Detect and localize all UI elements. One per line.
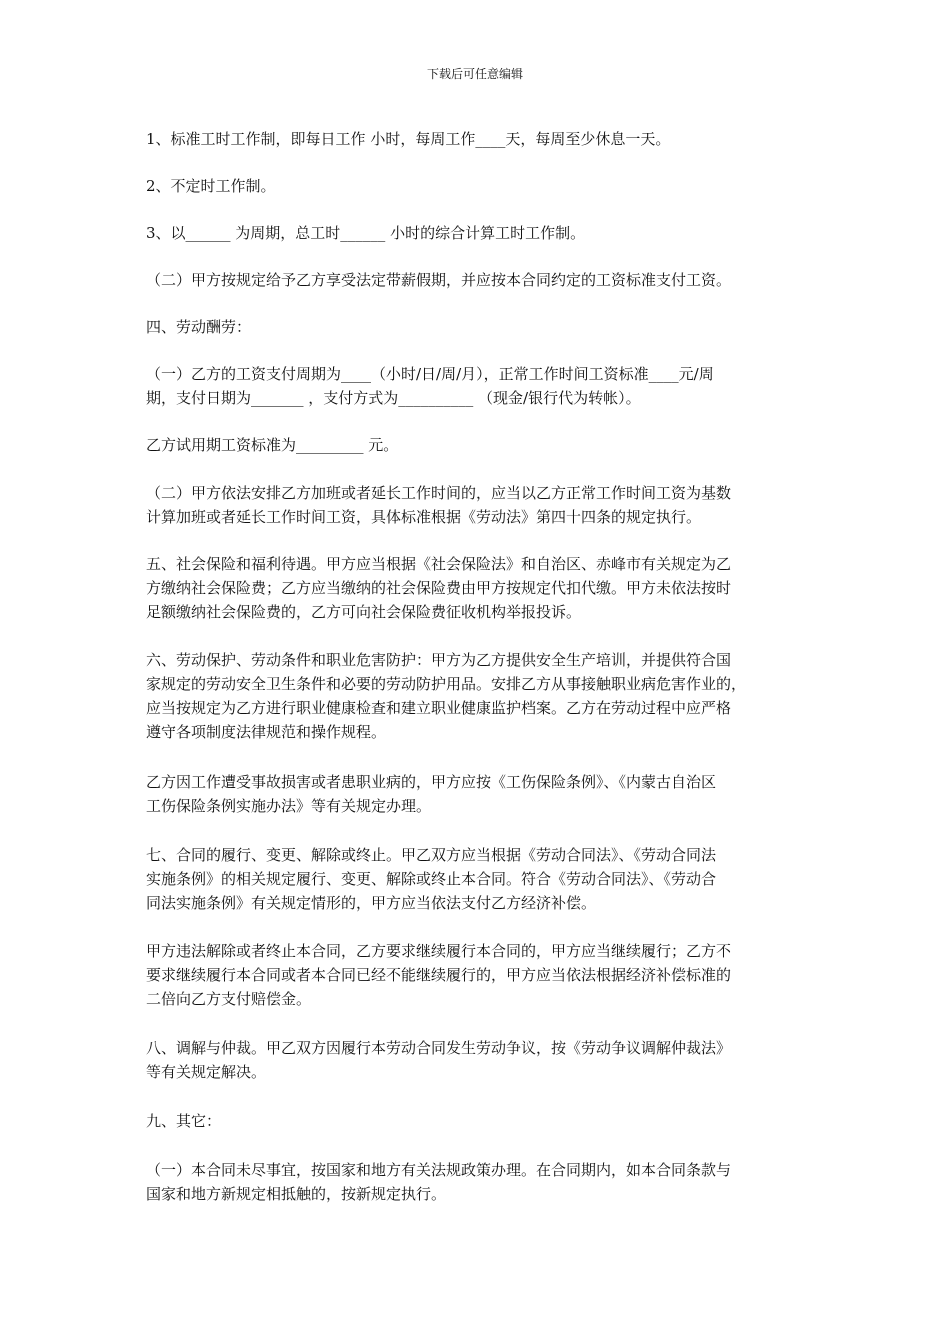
paragraph-unresolved-matters <box>146 1158 806 1206</box>
paragraph-line: 国家和地方新规定相抵触的，按新规定执行。 <box>146 1185 447 1203</box>
paragraph-line: 家规定的劳动安全卫生条件和必要的劳动防护用品。安排乙方从事接触职业病危害作业的， <box>146 675 747 693</box>
paragraph-line: 方缴纳社会保险费；乙方应当缴纳的社会保险费由甲方按规定代扣代缴。甲方未依法按时 <box>146 579 732 597</box>
paragraph-unlawful-termination <box>146 939 806 1011</box>
paragraph-contract-performance <box>146 843 806 915</box>
paragraph-line: 四、劳动酬劳： <box>146 318 252 336</box>
paragraph-line: 足额缴纳社会保险费的，乙方可向社会保险费征收机构举报投诉。 <box>146 603 582 621</box>
paragraph-line: 甲方违法解除或者终止本合同，乙方要求继续履行本合同的，甲方应当继续履行；乙方不 <box>146 942 732 960</box>
paragraph-line: 六、劳动保护、劳动条件和职业危害防护：甲方为乙方提供安全生产培训，并提供符合国 <box>146 651 732 669</box>
paragraph-probation-wage <box>146 433 806 457</box>
paragraph-line: （一）本合同未尽事宜，按国家和地方有关法规政策办理。在合同期内，如本合同条款与 <box>146 1161 732 1179</box>
paragraph-paid-leave <box>146 268 806 292</box>
paragraph-line: 工伤保险条例实施办法》等有关规定办理。 <box>146 797 432 815</box>
section-heading-remuneration <box>146 315 806 339</box>
paragraph-line: 实施条例》的相关规定履行、变更、解除或终止本合同。符合《劳动合同法》、《劳动合 <box>146 870 717 888</box>
paragraph-line: 二倍向乙方支付赔偿金。 <box>146 990 312 1008</box>
paragraph-flexible-hours <box>146 174 806 198</box>
paragraph-line: 1、标准工时工作制，即每日工作 小时，每周工作____天，每周至少休息一天。 <box>146 130 671 148</box>
section-heading-other <box>146 1109 806 1133</box>
paragraph-line: 应当按规定为乙方进行职业健康检查和建立职业健康监护档案。乙方在劳动过程中应严格 <box>146 699 732 717</box>
paragraph-line: 同法实施条例》有关规定情形的，甲方应当依法支付乙方经济补偿。 <box>146 894 597 912</box>
paragraph-line: 3、以______ 为周期，总工时______ 小时的综合计算工时工作制。 <box>146 224 586 242</box>
paragraph-line: 2、不定时工作制。 <box>146 177 276 195</box>
paragraph-overtime <box>146 481 806 529</box>
page-header: 下载后可任意编辑 <box>426 67 523 81</box>
paragraph-line: 期，支付日期为_______ ，支付方式为__________ （现金/银行代为转帐）。 <box>146 389 641 407</box>
paragraph-line: 要求继续履行本合同或者本合同已经不能继续履行的，甲方应当依法根据经济补偿标准的 <box>146 966 732 984</box>
paragraph-line: 八、调解与仲裁。甲乙双方因履行本劳动合同发生劳动争议，按《劳动争议调解仲裁法》 <box>146 1039 732 1057</box>
paragraph-standard-hours <box>146 127 806 151</box>
paragraph-line: 五、社会保险和福利待遇。甲方应当根据《社会保险法》和自治区、赤峰市有关规定为乙 <box>146 555 732 573</box>
paragraph-line: 九、其它： <box>146 1112 222 1130</box>
paragraph-labor-protection <box>146 648 806 744</box>
paragraph-mediation-arbitration <box>146 1036 806 1084</box>
paragraph-comprehensive-hours <box>146 221 806 245</box>
paragraph-line: 七、合同的履行、变更、解除或终止。甲乙双方应当根据《劳动合同法》、《劳动合同法 <box>146 846 717 864</box>
paragraph-line: 乙方试用期工资标准为_________ 元。 <box>146 436 399 454</box>
paragraph-wage-payment <box>146 362 806 410</box>
paragraph-line: 乙方因工作遭受事故损害或者患职业病的，甲方应按《工伤保险条例》、《内蒙古自治区 <box>146 773 717 791</box>
paragraph-line: 遵守各项制度法律规范和操作规程。 <box>146 723 387 741</box>
paragraph-line: 等有关规定解决。 <box>146 1063 267 1081</box>
paragraph-line: （一）乙方的工资支付周期为____（小时/日/周/月），正常工作时间工资标准____元/周 <box>146 365 714 383</box>
paragraph-line: （二）甲方依法安排乙方加班或者延长工作时间的，应当以乙方正常工作时间工资为基数 <box>146 484 732 502</box>
paragraph-line: 计算加班或者延长工作时间工资，具体标准根据《劳动法》第四十四条的规定执行。 <box>146 508 702 526</box>
paragraph-line: （二）甲方按规定给予乙方享受法定带薪假期，并应按本合同约定的工资标准支付工资。 <box>146 271 732 289</box>
paragraph-social-insurance <box>146 552 806 624</box>
paragraph-work-injury <box>146 770 806 818</box>
